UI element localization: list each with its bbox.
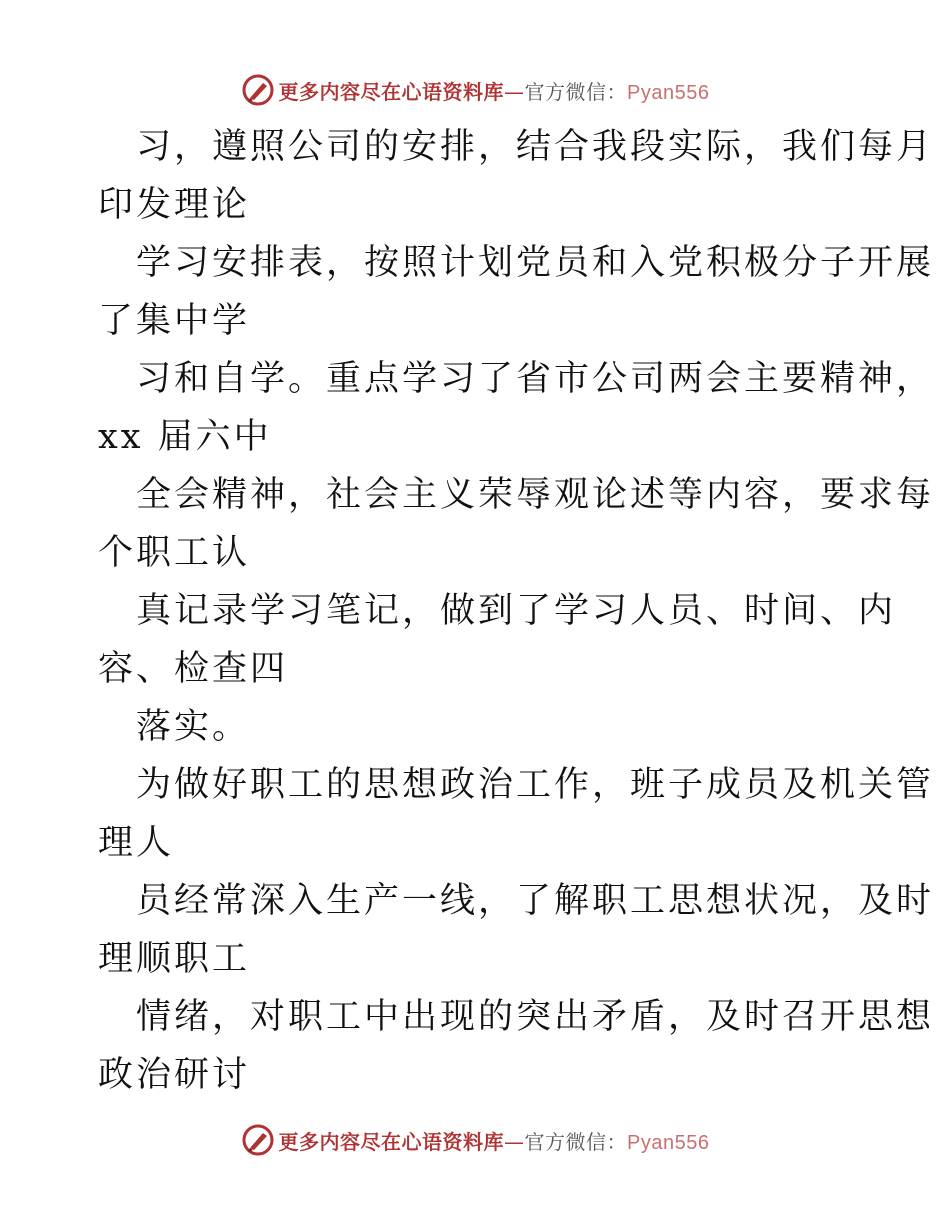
text-line: 真记录学习笔记，做到了学习人员、时间、内 — [136, 591, 897, 631]
text-line: 政治研讨 — [98, 1055, 251, 1095]
banner-dash: — — [504, 79, 525, 104]
text-line: 印发理论 — [98, 185, 251, 225]
text-line: 习和自学。重点学习了省市公司两会主要精神， — [136, 359, 935, 399]
banner-main-text: 更多内容尽在心语资料库 — [278, 79, 505, 104]
document-body — [98, 118, 935, 1104]
text-line: 员经常深入生产一线，了解职工思想状况，及时 — [136, 881, 935, 921]
text-line: 落实。 — [136, 707, 251, 747]
footer-banner-text — [279, 1126, 710, 1155]
banner-wechat-id: Pyan556 — [627, 1131, 710, 1154]
text-line: 为做好职工的思想政治工作，班子成员及机关管 — [136, 765, 935, 805]
pen-logo-icon — [241, 1123, 275, 1157]
text-line: 理顺职工 — [98, 939, 251, 979]
footer-banner — [0, 1120, 950, 1160]
banner-main-text: 更多内容尽在心语资料库 — [278, 1129, 505, 1154]
banner-dash: — — [504, 1129, 525, 1154]
header-banner-text — [279, 76, 710, 105]
header-banner — [0, 70, 950, 110]
pen-logo-icon — [241, 73, 275, 107]
banner-wechat-label: 官方微信： — [524, 79, 628, 104]
text-line: 了集中学 — [98, 301, 251, 341]
text-line: 情绪，对职工中出现的突出矛盾，及时召开思想 — [136, 997, 935, 1037]
text-line: 习，遵照公司的安排，结合我段实际，我们每月 — [136, 127, 935, 167]
banner-wechat-id: Pyan556 — [627, 81, 710, 104]
text-line: 全会精神，社会主义荣辱观论述等内容，要求每 — [136, 475, 935, 515]
text-line: xx 届六中 — [98, 417, 272, 457]
text-line: 容、检查四 — [98, 649, 289, 689]
text-line: 个职工认 — [98, 533, 251, 573]
banner-wechat-label: 官方微信： — [524, 1129, 628, 1154]
text-line: 学习安排表，按照计划党员和入党积极分子开展 — [136, 243, 935, 283]
text-line: 理人 — [98, 823, 175, 863]
